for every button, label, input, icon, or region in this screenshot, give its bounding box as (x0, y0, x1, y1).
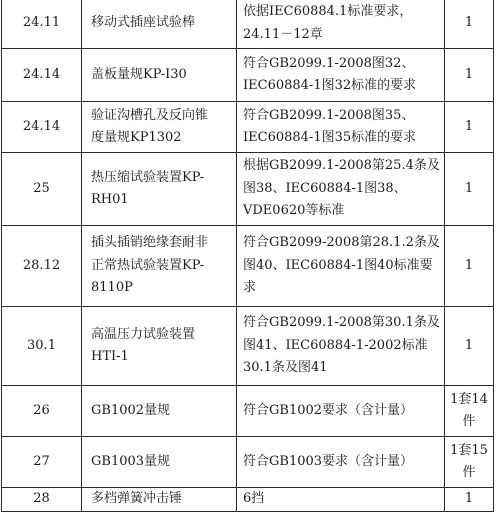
clause-number: 26 (2, 386, 82, 437)
quantity: 1 (445, 226, 494, 307)
equipment-name: GB1002量规 (82, 386, 237, 437)
standard-basis: 依据IEC60884.1标准要求， 24.11－12章 (237, 0, 445, 49)
standard-basis: 符合GB2099.1-2008第30.1条及 图41、IEC60884-1-2002标准 30.1条及图41 (237, 307, 445, 386)
standard-basis: 根据GB2099.1-2008第25.4条及 图38、IEC60884-1图38、 VDE0620等标准 (237, 153, 445, 226)
clause-number: 30.1 (2, 307, 82, 386)
equipment-name: 插头插销绝缘套耐非 正常热试验装置KP- 8110P (82, 226, 237, 307)
equipment-name: 多档弹簧冲击锤 (82, 488, 237, 512)
clause-number: 28.12 (2, 226, 82, 307)
quantity: 1 (445, 153, 494, 226)
equipment-name: 验证沟槽孔及反向锥 度量规KP1302 (82, 102, 237, 153)
equipment-name: 高温压力试验装置 HTI-1 (82, 307, 237, 386)
quantity: 1 (445, 0, 494, 49)
standard-basis: 符合GB2099-2008第28.1.2条及 图40、IEC60884-1图40标准要 求 (237, 226, 445, 307)
table-row (2, 153, 494, 226)
equipment-name: 移动式插座试验棒 (82, 0, 237, 49)
equipment-name: 热压缩试验装置KP- RH01 (82, 153, 237, 226)
equipment-table (1, 0, 494, 512)
clause-number: 24.14 (2, 49, 82, 102)
clause-number: 24.11 (2, 0, 82, 49)
table-row (2, 102, 494, 153)
quantity: 1 (445, 307, 494, 386)
standard-basis: 符合GB2099.1-2008图32、 IEC60884-1图32标准的要求 (237, 49, 445, 102)
standard-basis: 6挡 (237, 488, 445, 512)
quantity: 1 (445, 488, 494, 512)
quantity: 1 (445, 102, 494, 153)
table-row (2, 226, 494, 307)
equipment-name: GB1003量规 (82, 437, 237, 488)
standard-basis: 符合GB1002要求（含计量） (237, 386, 445, 437)
clause-number: 28 (2, 488, 82, 512)
clause-number: 27 (2, 437, 82, 488)
quantity: 1套15 件 (445, 437, 494, 488)
table-row (2, 437, 494, 488)
standard-basis: 符合GB1003要求（含计量） (237, 437, 445, 488)
table-row (2, 386, 494, 437)
table-row (2, 49, 494, 102)
table-row (2, 488, 494, 512)
standard-basis: 符合GB2099.1-2008图35、 IEC60884-1图35标准的要求 (237, 102, 445, 153)
quantity: 1套14 件 (445, 386, 494, 437)
clause-number: 25 (2, 153, 82, 226)
table-row (2, 307, 494, 386)
quantity: 1 (445, 49, 494, 102)
table-row (2, 0, 494, 49)
clause-number: 24.14 (2, 102, 82, 153)
equipment-name: 盖板量规KP-I30 (82, 49, 237, 102)
